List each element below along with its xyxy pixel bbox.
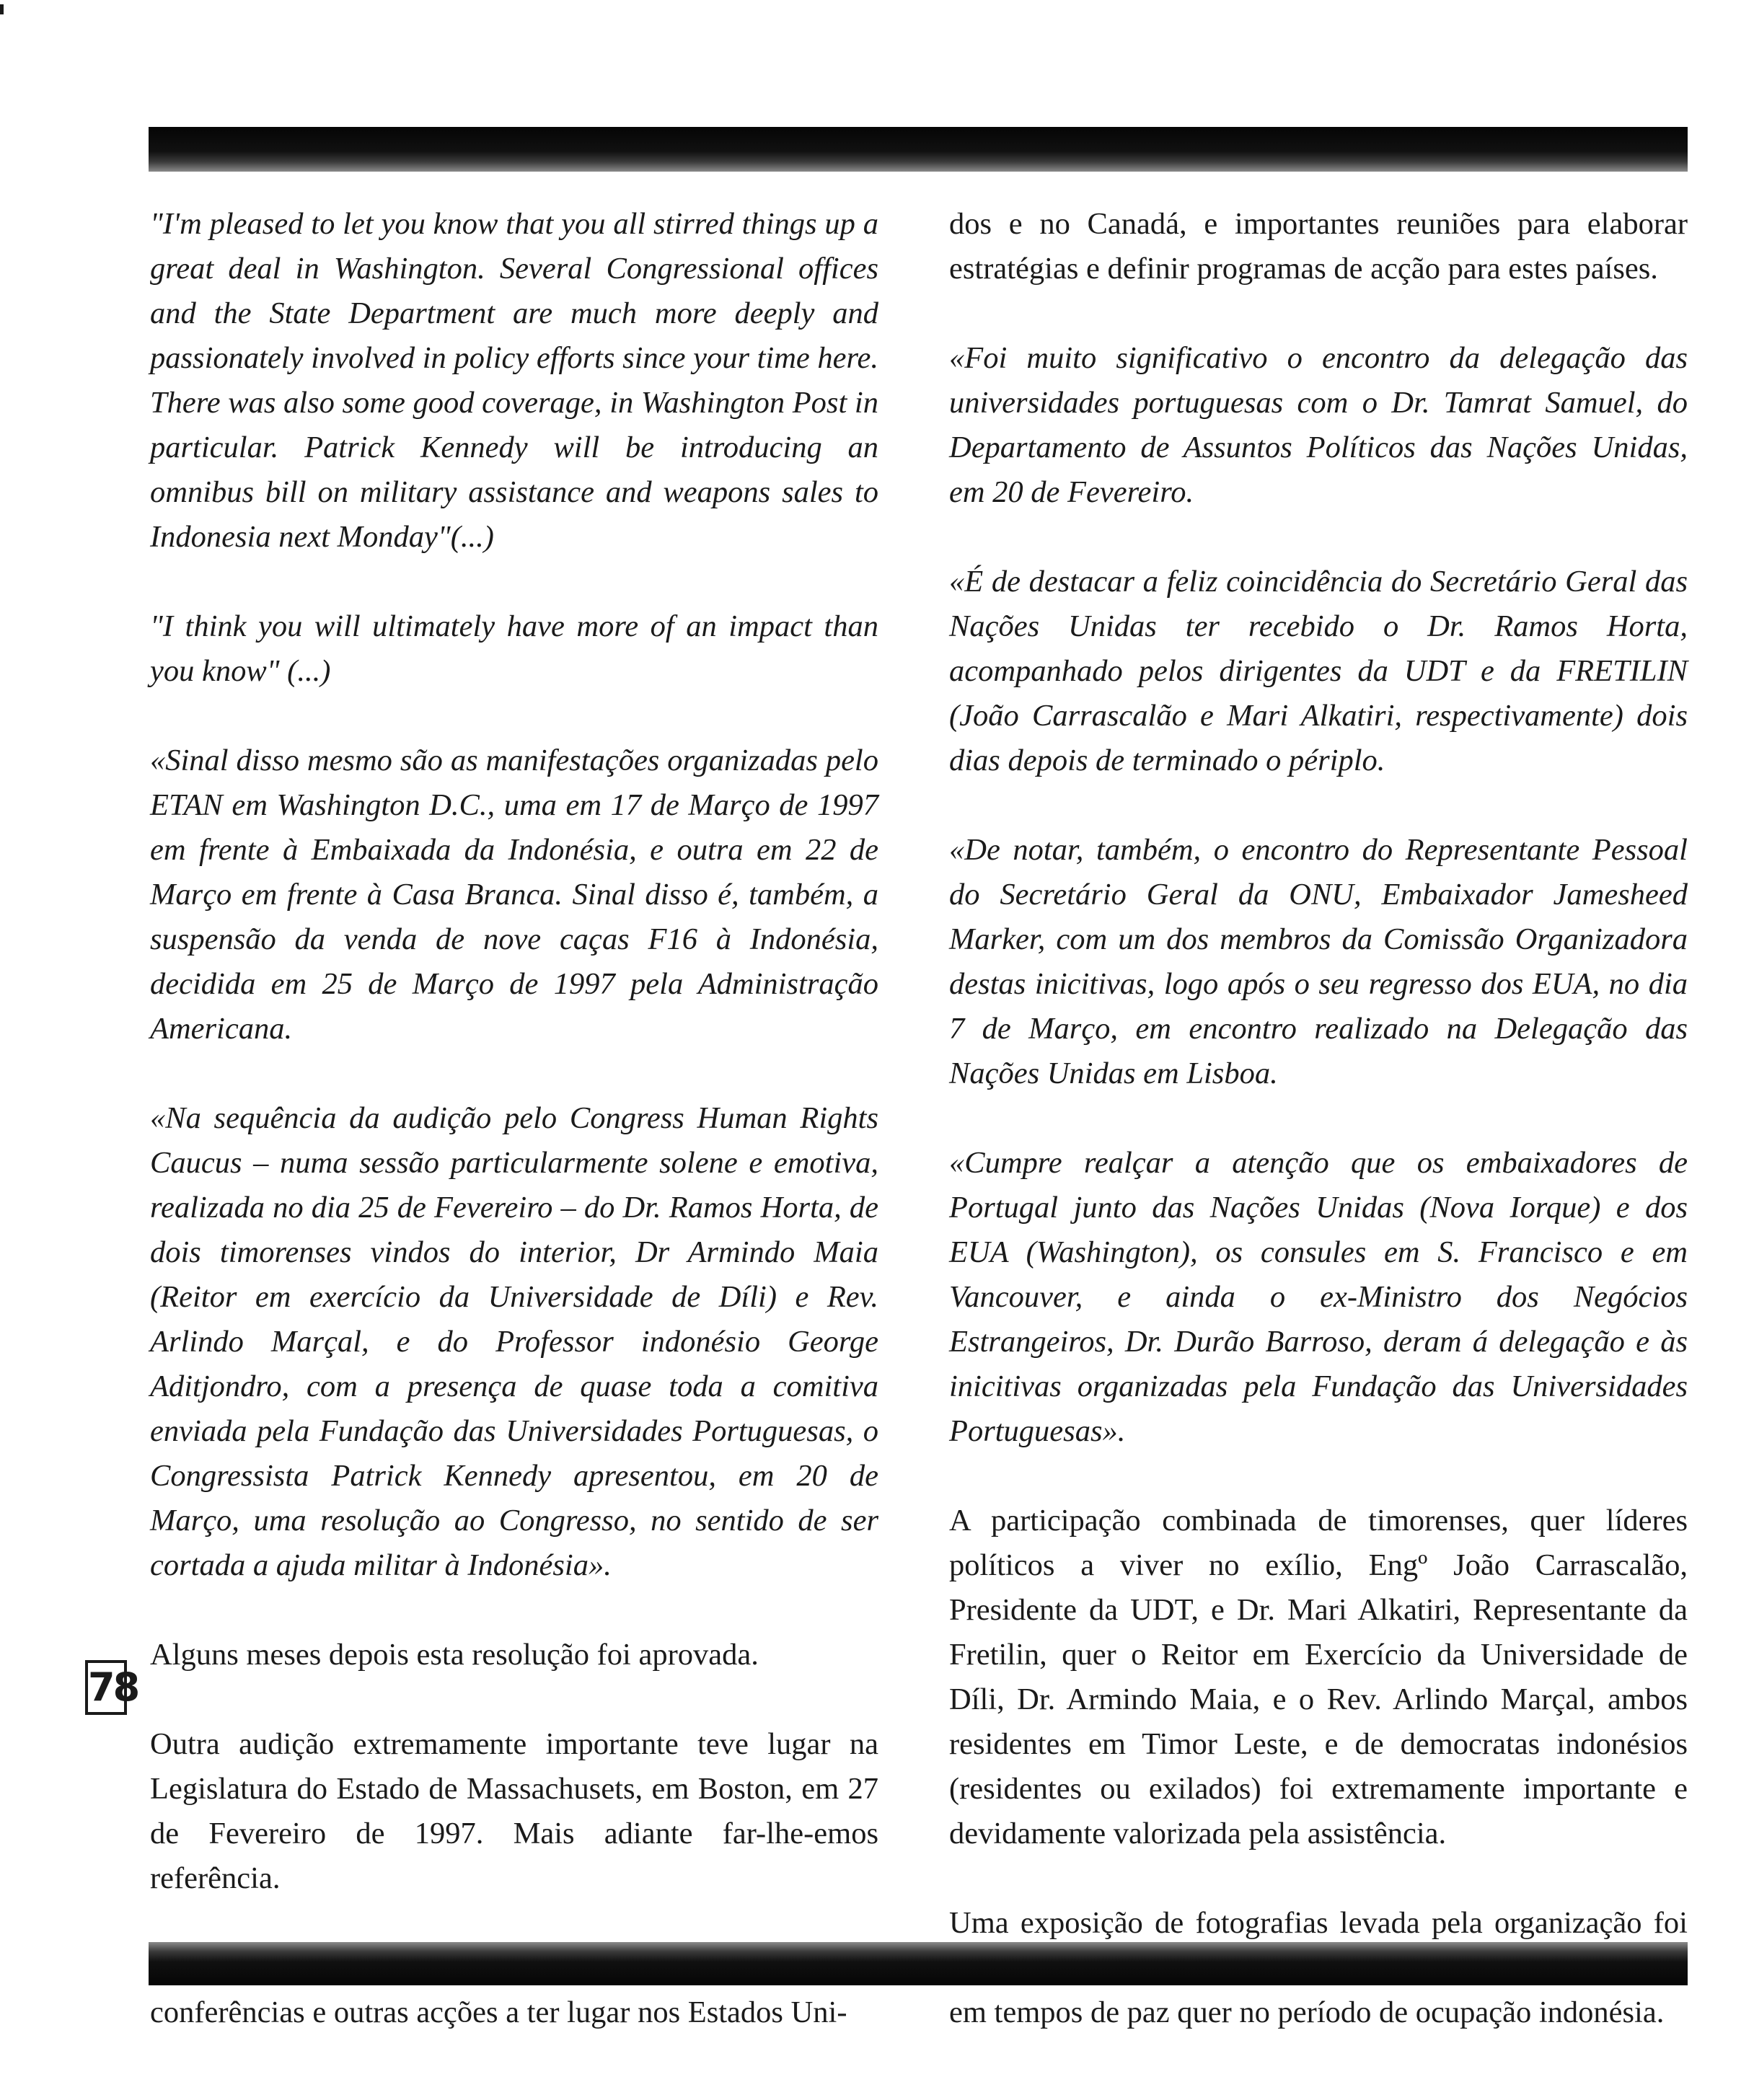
body-paragraph-6: Uma exposição de fotografias levada pela organização foi em tempos de paz quer no período de ocupação indonésia. [949, 1906, 1688, 2029]
body-paragraph-2: Outra audição extremamente importante teve lugar na Legislatura do Estado de Massachusets, em Boston, em 27 de Fevereiro de 1997. Mais adiante far-lhe-emos referência. [150, 1727, 878, 1895]
body-paragraph-3: conferências e outras acções a ter lugar nos Estados Uni- [150, 1995, 847, 2029]
quote-paragraph-6: «É de destacar a feliz coincidência do Secretário Geral das Nações Unidas ter recebido o Dr. Ramos Horta, acompanhado pelos dirigentes da UDT e da FRETILIN (João Carrascalão e Mari Alkatiri, respectivamente) dois dias depois de terminado o périplo. [949, 565, 1688, 777]
bottom-decorative-bar [149, 1942, 1688, 1985]
corner-mark [0, 4, 4, 14]
page-number: 78 [85, 1660, 127, 1715]
right-column [949, 202, 1688, 2035]
quote-paragraph-5: «Foi muito significativo o encontro da delegação das universidades portuguesas com o Dr. Tamrat Samuel, do Departamento de Assuntos Políticos das Nações Unidas, em 20 de Fevereiro. [949, 341, 1688, 509]
quote-paragraph-8: «Cumpre realçar a atenção que os embaixadores de Portugal junto das Nações Unidas (Nova Iorque) e dos EUA (Washington), os consules em S. Francisco e em Vancouver, e ainda o ex-Ministro dos Negócios Estrangeiros, Dr. Durão Barroso, deram á delegação e às inicitivas organizadas pela Fundação das Universidades Portuguesas». [949, 1146, 1688, 1448]
top-decorative-bar [149, 127, 1688, 172]
body-paragraph-4: dos e no Canadá, e importantes reuniões para elaborar estratégias e definir programas de acção para estes países. [949, 207, 1688, 286]
body-paragraph-1: Alguns meses depois esta resolução foi aprovada. [150, 1638, 759, 1672]
quote-paragraph-3: «Sinal disso mesmo são as manifestações organizadas pelo ETAN em Washington D.C., uma em 17 de Março de 1997 em frente à Embaixada da Indonésia, e outra em 22 de Março em frente à Casa Branca. Sinal disso é, também, a suspensão da venda de nove caças F16 à Indonésia, decidida em 25 de Março de 1997 pela Administração Americana. [150, 744, 878, 1046]
body-paragraph-5: A participação combinada de timorenses, quer líderes políticos a viver no exílio, Engº João Carrascalão, Presidente da UDT, e Dr. Mari Alkatiri, Representante da Fretilin, quer o Reitor em Exercício da Universidade de Díli, Dr. Armindo Maia, e o Rev. Arlindo Marçal, ambos residentes em Timor Leste, e de democratas indonésios (residentes ou exilados) foi extremamente importante e devidamente valorizada pela assistência. [949, 1504, 1688, 1850]
quote-paragraph-2: "I think you will ultimately have more of an impact than you know" (...) [150, 609, 878, 688]
quote-paragraph-1: "I'm pleased to let you know that you all stirred things up a great deal in Washington. Several Congressional offices and the State Department are much more deeply and passionately involved in policy efforts since your time here. There was also some good coverage, in Washington Post in particular. Patrick Kennedy will be introducing an omnibus bill on military assistance and weapons sales to Indonesia next Monday"(...) [150, 207, 878, 554]
quote-paragraph-4: «Na sequência da audição pelo Congress Human Rights Caucus – numa sessão particularmente solene e emotiva, realizada no dia 25 de Fevereiro – do Dr. Ramos Horta, de dois timorenses vindos do interior, Dr Armindo Maia (Reitor em exercício da Universidade de Díli) e Rev. Arlindo Marçal, e do Professor indonésio George Aditjondro, com a presença de quase toda a comitiva enviada pela Fundação das Universidades Portuguesas, o Congressista Patrick Kennedy apresentou, em 20 de Março, uma resolução ao Congresso, no sentido de ser cortada a ajuda militar à Indonésia». [150, 1101, 878, 1582]
quote-paragraph-7: «De notar, também, o encontro do Representante Pessoal do Secretário Geral da ONU, Embaixador Jamesheed Marker, com um dos membros da Comissão Organizadora destas inicitivas, logo após o seu regresso dos EUA, no dia 7 de Março, em encontro realizado na Delegação das Nações Unidas em Lisboa. [949, 833, 1688, 1090]
left-column [150, 202, 878, 2035]
